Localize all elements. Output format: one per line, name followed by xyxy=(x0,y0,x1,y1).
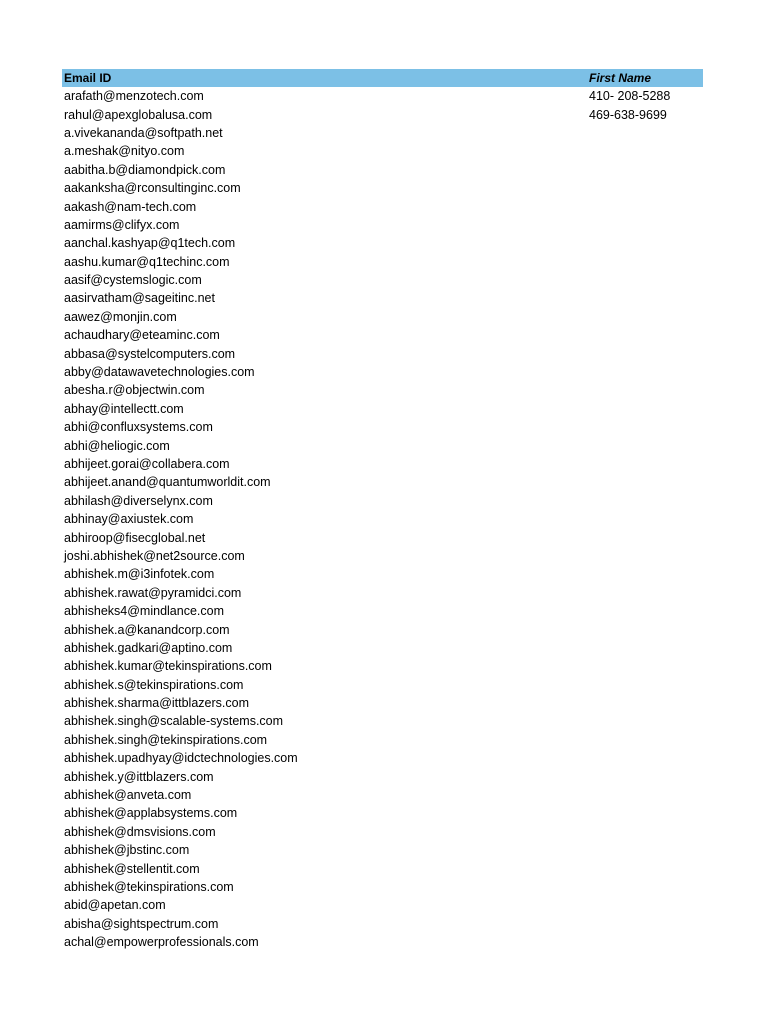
table-row xyxy=(62,510,703,528)
email-cell[interactable]: rahul@apexglobalusa.com xyxy=(64,107,213,122)
email-cell[interactable]: joshi.abhishek@net2source.com xyxy=(64,548,245,563)
table-row xyxy=(62,234,703,252)
table-row xyxy=(62,363,703,381)
table-row xyxy=(62,657,703,675)
table-row xyxy=(62,804,703,822)
email-cell[interactable]: abhishek@jbstinc.com xyxy=(64,843,190,858)
email-cell[interactable]: achaudhary@eteaminc.com xyxy=(64,328,220,343)
table-row xyxy=(62,492,703,510)
email-cell[interactable]: abhishek.singh@tekinspirations.com xyxy=(64,732,268,747)
table-row xyxy=(62,584,703,602)
table-row xyxy=(62,565,703,583)
table-row xyxy=(62,197,703,215)
email-cell[interactable]: abesha.r@objectwin.com xyxy=(64,383,205,398)
table-row xyxy=(62,418,703,436)
email-cell[interactable]: abhishek.upadhyay@idctechnologies.com xyxy=(64,751,298,766)
email-cell[interactable]: abhiroop@fisecglobal.net xyxy=(64,530,206,545)
email-cell[interactable]: abhishek.singh@scalable-systems.com xyxy=(64,714,284,729)
table-row xyxy=(62,253,703,271)
email-cell[interactable]: abhishek.gadkari@aptino.com xyxy=(64,640,233,655)
table-row xyxy=(62,602,703,620)
email-cell[interactable]: abhishek@anveta.com xyxy=(64,788,192,803)
email-cell[interactable]: abid@apetan.com xyxy=(64,898,166,913)
header-email-id[interactable]: Email ID xyxy=(64,71,112,85)
table-row xyxy=(62,786,703,804)
table-row xyxy=(62,308,703,326)
email-cell[interactable]: aashu.kumar@q1techinc.com xyxy=(64,254,230,269)
table-row xyxy=(62,87,703,105)
email-cell[interactable]: abisha@sightspectrum.com xyxy=(64,916,219,931)
table-row xyxy=(62,289,703,307)
table-row xyxy=(62,749,703,767)
email-cell[interactable]: abhishek@applabsystems.com xyxy=(64,806,238,821)
table-body xyxy=(62,87,703,951)
email-cell[interactable]: abhishek@tekinspirations.com xyxy=(64,879,234,894)
email-cell[interactable]: abhay@intellectt.com xyxy=(64,401,184,416)
email-cell[interactable]: aanchal.kashyap@q1tech.com xyxy=(64,236,236,251)
email-cell[interactable]: abhishek.s@tekinspirations.com xyxy=(64,677,244,692)
table-row xyxy=(62,767,703,785)
email-cell[interactable]: aasif@cystemslogic.com xyxy=(64,273,202,288)
email-cell[interactable]: abhishek.rawat@pyramidci.com xyxy=(64,585,242,600)
email-cell[interactable]: aakanksha@rconsultinginc.com xyxy=(64,181,241,196)
email-cell[interactable]: abhishek@dmsvisions.com xyxy=(64,824,216,839)
email-cell[interactable]: aamirms@clifyx.com xyxy=(64,217,180,232)
table-row xyxy=(62,676,703,694)
table-row xyxy=(62,179,703,197)
email-cell[interactable]: achal@empowerprofessionals.com xyxy=(64,935,259,950)
table-row xyxy=(62,381,703,399)
email-cell[interactable]: aakash@nam-tech.com xyxy=(64,199,197,214)
table-row xyxy=(62,326,703,344)
table-row xyxy=(62,142,703,160)
email-cell[interactable]: abhishek.m@i3infotek.com xyxy=(64,567,215,582)
table-row xyxy=(62,896,703,914)
table-row xyxy=(62,841,703,859)
table-row xyxy=(62,712,703,730)
email-cell[interactable]: abhilash@diverselynx.com xyxy=(64,493,213,508)
table-row xyxy=(62,731,703,749)
email-cell[interactable]: abhishek.y@ittblazers.com xyxy=(64,769,214,784)
email-cell[interactable]: aasirvatham@sageitinc.net xyxy=(64,291,215,306)
table-row xyxy=(62,455,703,473)
email-cell[interactable]: abby@datawavetechnologies.com xyxy=(64,365,255,380)
email-cell[interactable]: a.vivekananda@softpath.net xyxy=(64,125,223,140)
email-cell[interactable]: abhinay@axiustek.com xyxy=(64,512,194,527)
spreadsheet xyxy=(62,69,703,951)
header-row xyxy=(62,69,703,87)
email-cell[interactable]: abhijeet.anand@quantumworldit.com xyxy=(64,475,271,490)
email-cell[interactable]: aawez@monjin.com xyxy=(64,309,177,324)
table-row xyxy=(62,400,703,418)
table-row xyxy=(62,528,703,546)
email-cell[interactable]: arafath@menzotech.com xyxy=(64,89,204,104)
table-row xyxy=(62,639,703,657)
table-row xyxy=(62,473,703,491)
table-row xyxy=(62,271,703,289)
email-cell[interactable]: abhishek.sharma@ittblazers.com xyxy=(64,696,249,711)
table-row xyxy=(62,216,703,234)
email-cell[interactable]: abhijeet.gorai@collabera.com xyxy=(64,457,230,471)
email-cell[interactable]: abhi@confluxsystems.com xyxy=(64,420,213,435)
email-cell[interactable]: abbasa@systelcomputers.com xyxy=(64,346,236,361)
table-row xyxy=(62,161,703,179)
table-row xyxy=(62,344,703,362)
email-cell[interactable]: abhi@heliogic.com xyxy=(64,438,170,453)
table-row xyxy=(62,933,703,951)
email-cell[interactable]: abhishek.kumar@tekinspirations.com xyxy=(64,659,272,674)
email-cell[interactable]: abhisheks4@mindlance.com xyxy=(64,604,224,619)
email-cell[interactable]: abhishek@stellentit.com xyxy=(64,861,200,876)
table-row xyxy=(62,436,703,454)
table-row xyxy=(62,124,703,142)
email-cell[interactable]: a.meshak@nityo.com xyxy=(64,144,185,159)
table-row xyxy=(62,105,703,123)
table-row xyxy=(62,915,703,933)
table-row xyxy=(62,694,703,712)
email-cell[interactable]: aabitha.b@diamondpick.com xyxy=(64,162,226,177)
header-first-name[interactable]: First Name xyxy=(589,71,652,85)
table-row xyxy=(62,620,703,638)
first-name-cell[interactable]: 410- 208-5288 xyxy=(589,89,671,104)
first-name-cell[interactable]: 469-638-9699 xyxy=(589,107,667,122)
table-row xyxy=(62,859,703,877)
email-cell[interactable]: abhishek.a@kanandcorp.com xyxy=(64,622,230,637)
table-row xyxy=(62,547,703,565)
table-row xyxy=(62,823,703,841)
table-row xyxy=(62,878,703,896)
